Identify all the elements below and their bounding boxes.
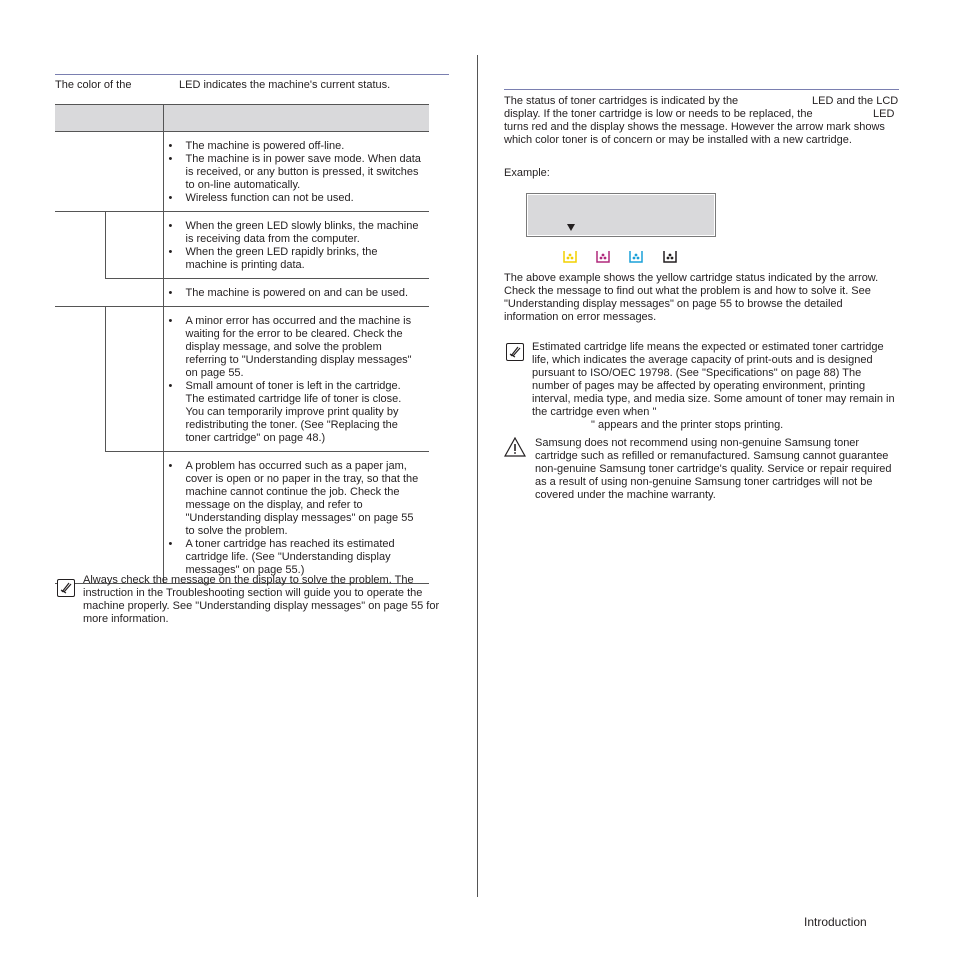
table-row [55,132,429,212]
cyan-toner-icon [629,250,643,263]
status-bullet: • The machine is in power save mode. When data is received, or any button is pressed, it switches to on-line automatically. [186,153,422,192]
caution-text: Samsung does not recommend using non-genuine Samsung toner cartridge such as refilled or remanufactured. Samsung cannot guarantee non-genuine Samsung toner cartridge's quality. Service or repair required as a result of using non-genuine Samsung toner cartridges will not be covered under the machine warranty. [535,437,892,501]
status-bullet: • A problem has occurred such as a paper jam, cover is open or no paper in the tray, so that the machine cannot continue the job. Check the message on the display, and refer to "Understanding display messages" on page 55 to solve the problem. [186,460,422,538]
toner-para-l2b: LED [873,108,895,120]
status-bullet: • Wireless function can not be used. [186,192,422,205]
status-bullet: • Small amount of toner is left in the cartridge. The estimated cartridge life of toner is close. You can temporarily improve print quality by redistributing the toner. (See "Replacing the toner cartridge" on page 48.) [186,380,422,445]
cartridge-life-note-tail: " appears and the printer stops printing. [591,419,784,431]
footer-label: Introduction [804,915,867,929]
status-bullet: • When the green LED slowly blinks, the machine is receiving data from the computer. [186,220,422,246]
black-toner-icon [663,250,677,263]
yellow-toner-icon [563,250,577,263]
toner-para-l1b: LED and the LCD [812,95,899,107]
status-bullet: • A toner cartridge has reached its estimated cartridge life. (See "Understanding display messages" on page 55.) [186,538,422,577]
magenta-toner-icon [596,250,610,263]
section-rule [55,74,449,75]
status-bullet: • The machine is powered on and can be used. [186,287,422,300]
section-rule [504,89,899,90]
example-label: Example: [504,167,550,179]
cartridge-life-note: Estimated cartridge life means the expected or estimated toner cartridge life, which indicates the average capacity of print-outs and is designed pursuant to ISO/OEC 19798. (See "Specifications" on page 88) The number of pages may be affected by operating environment, printing interval, media type, and media size. Some amount of toner may remain in the cartridge even when " [532,341,895,418]
status-bullet: • When the green LED rapidly brinks, the machine is printing data. [186,246,422,272]
toner-para-l2a: display. If the toner cartridge is low or needs to be replaced, the [504,108,813,120]
toner-para-rest: turns red and the display shows the message. However the arrow mark shows which color toner is of concern or may be installed with a new cartridge. [504,121,885,146]
table-row [55,307,429,452]
status-bullet: • A minor error has occurred and the machine is waiting for the error to be cleared. Check the display message, and solve the problem referring to "Understanding display messages" on page 55. [186,315,422,380]
led-status-table [55,104,429,584]
table-header-row [55,105,429,132]
table-row [55,279,429,307]
led-intro-suffix: LED indicates the machine's current status. [179,79,391,91]
toner-para-l1a: The status of toner cartridges is indicated by the [504,95,739,107]
note-icon [506,343,524,361]
caution-icon [504,437,526,460]
table-row [55,452,429,584]
led-intro-prefix: The color of the [55,79,132,91]
note-icon [57,579,75,597]
status-bullet: • The machine is powered off-line. [186,140,422,153]
example-explanation: The above example shows the yellow cartridge status indicated by the arrow. Check the message to find out what the problem is and how to solve it. See "Understanding display messages" on page 55 to browse the detailed information on error messages. [504,272,879,323]
table-row [55,212,429,279]
lcd-display [526,193,716,237]
note-text: Always check the message on the display to solve the problem. The instruction in the Troubleshooting section will guide you to operate the machine properly. See "Understanding display messages" on page 55 for more information. [83,574,440,625]
arrow-down-icon [567,224,575,231]
column-divider [477,55,478,897]
